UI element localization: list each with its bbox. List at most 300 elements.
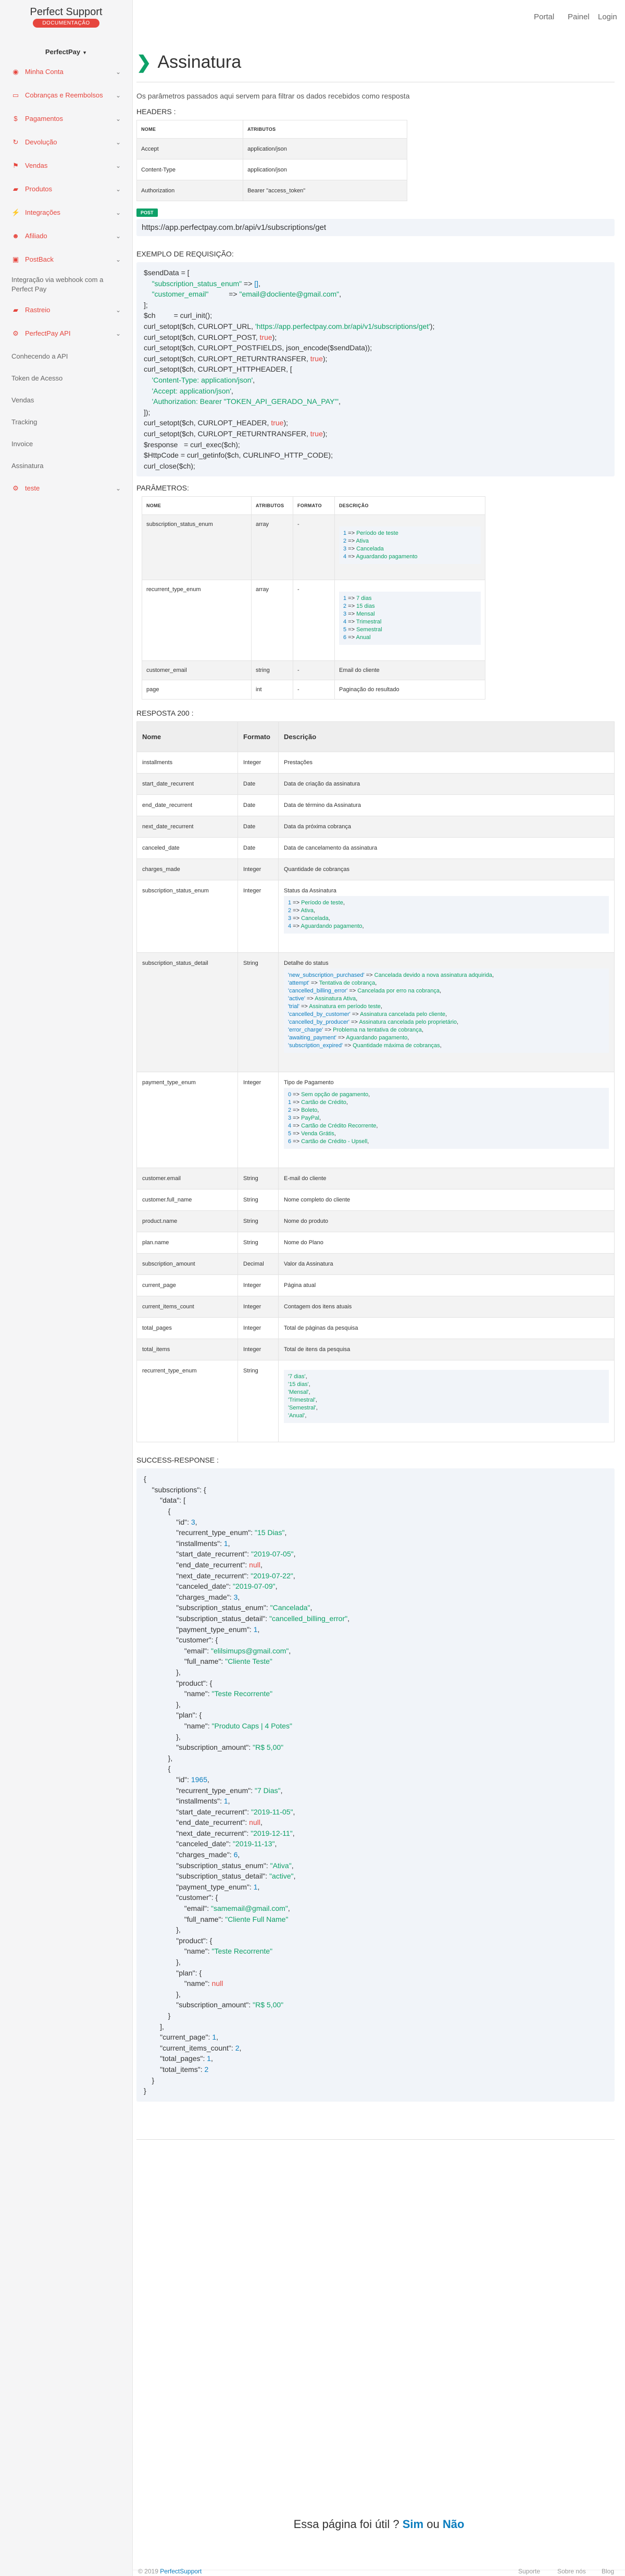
- table-cell: total_items: [137, 1339, 238, 1360]
- enum-sep: ,: [440, 1042, 442, 1049]
- table-cell: [279, 816, 615, 838]
- table-row: [137, 752, 615, 774]
- table-cell: [279, 1232, 615, 1254]
- enum-arrow: =>: [291, 923, 301, 930]
- table-cell: customer_email: [142, 661, 252, 680]
- enum-sep: ,: [328, 915, 330, 922]
- enum-sep: ,: [367, 1138, 369, 1145]
- enum-key: 'cancelled_by_customer': [288, 1011, 351, 1018]
- page-title: Assinatura: [157, 52, 242, 72]
- plug-icon: ⚡: [11, 208, 20, 216]
- truck-icon: ▰: [13, 305, 18, 314]
- sidebar-item-label: Produtos: [25, 185, 53, 193]
- table-cell: start_date_recurrent: [137, 774, 238, 795]
- table-row: [137, 1254, 615, 1275]
- table-row: [137, 1318, 615, 1339]
- enum-arrow: =>: [346, 619, 356, 625]
- enum-value: 'Trimestral': [288, 1397, 316, 1404]
- table-row: [137, 1168, 615, 1189]
- enum-item: [288, 1026, 605, 1034]
- enum-key: 1: [343, 530, 347, 537]
- sidebar-item-0[interactable]: [0, 60, 132, 83]
- table-cell: String: [238, 1189, 279, 1211]
- sidebar-menu: [0, 60, 132, 500]
- table-cell: [335, 580, 485, 661]
- table-cell: String: [238, 1232, 279, 1254]
- enum-item: [288, 1107, 605, 1114]
- sidebar-item-label: teste: [25, 484, 40, 492]
- enum-sep: ,: [445, 1011, 447, 1018]
- enum-value: 'Mensal': [288, 1389, 309, 1396]
- table-cell: [279, 752, 615, 774]
- sidebar-item-5[interactable]: [0, 177, 132, 201]
- sidebar-item-17[interactable]: [0, 455, 132, 476]
- enum-value: Cancelada por erro na cobrança: [357, 988, 440, 995]
- table-cell: Integer: [238, 859, 279, 880]
- brand[interactable]: [0, 0, 132, 32]
- success-label: SUCCESS-RESPONSE :: [136, 1456, 219, 1465]
- enum-key: 0: [288, 1091, 292, 1098]
- sidebar-item-16[interactable]: [0, 433, 132, 455]
- enum-item: [343, 603, 477, 610]
- enum-item: [288, 1019, 605, 1026]
- table-cell: Date: [238, 795, 279, 816]
- footer-copyright: [138, 2568, 202, 2575]
- sidebar-item-label: Integração via webhook com a Perfect Pay: [11, 276, 104, 293]
- sidebar-item-1[interactable]: [0, 83, 132, 107]
- enum-value: Assinatura em período teste: [309, 1003, 381, 1010]
- table-cell: Date: [238, 774, 279, 795]
- table-cell: [279, 1296, 615, 1318]
- enum-sep: ,: [316, 1405, 318, 1412]
- enum-value: 'Semestral': [288, 1405, 316, 1412]
- table-cell: page: [142, 680, 252, 700]
- table-row: [137, 859, 615, 880]
- chevron-down-icon: ⌄: [115, 484, 121, 492]
- enum-arrow: =>: [291, 915, 302, 922]
- enum-item: [288, 907, 605, 915]
- column-header: DESCRIÇÃO: [335, 497, 485, 515]
- resp-desc: Data da próxima cobrança: [284, 824, 352, 830]
- enum-value: Mensal: [356, 611, 375, 618]
- table-cell: Date: [238, 816, 279, 838]
- enum-sep: ,: [421, 1027, 423, 1034]
- enum-value: Venda Grátis: [301, 1131, 334, 1137]
- nav-painel[interactable]: Painel: [568, 13, 590, 21]
- enum-key: 'subscription_expired': [288, 1042, 343, 1049]
- table-cell: recurrent_type_enum: [142, 580, 252, 661]
- table-row: [137, 1211, 615, 1232]
- params-label: PARÂMETROS:: [136, 484, 189, 493]
- enum-key: 'attempt': [288, 980, 309, 987]
- table-cell: string: [252, 661, 293, 680]
- enum-arrow: =>: [305, 996, 315, 1002]
- enum-arrow: =>: [346, 530, 357, 537]
- enum-value: Tentativa de cobrança: [319, 980, 376, 987]
- resp-desc: Data de cancelamento da assinatura: [284, 845, 378, 852]
- enum-item: [343, 595, 477, 603]
- resp-desc: Total de itens da pesquisa: [284, 1346, 351, 1353]
- table-cell: application/json: [243, 160, 407, 180]
- enum-key: 1: [288, 900, 292, 906]
- feedback-no[interactable]: Não: [442, 2518, 465, 2531]
- enum-value: 7 dias: [356, 595, 372, 602]
- enum-sep: ,: [305, 1413, 307, 1419]
- sidebar-item-7[interactable]: [0, 224, 132, 248]
- success-response-code: { "subscriptions": { "data": [ { "id": 3, "recurrent_type_enum": "15 Dias", "installments": 1, "start_date_recurrent": "2019-07-05", "end_date_recurrent": null, "next_date_recurrent": "2019-07-22", "canceled_date": "2019-07-09", "charges_made": 3, "subscription_status_enum": "Cancelada", "subscription_status_detail": "cancelled_billing_error", "payment_type_enum": 1, "customer": { "email": "elilsimups@gmail.com", "full_name": "Cliente Teste" }, "product": { "name": "Teste Recorrente" }, "plan": { "name": "Produto Caps | 4 Potes" }, "subscription_amount": "R$ 5,00" }, { "id": 1965, "recurrent_type_enum": "7 Dias", "installments": 1, "start_date_recurrent": "2019-11-05", "end_date_recurrent": null, "next_date_recurrent": "2019-12-11", "canceled_date": "2019-11-13", "charges_made": 6, "subscription_status_enum": "Ativa", "subscription_status_detail": "active", "payment_type_enum": 1, "customer": { "email": "samemail@gmail.com", "full_name": "Cliente Full Name" }, "product": { "name": "Teste Recorrente" }, "plan": { "name": null }, "subscription_amount": "R$ 5,00" } ], "current_page": 1, "current_items_count": 2, "total_pages": 1, "total_items": 2 } }: [136, 1468, 615, 2101]
- headers-label: HEADERS :: [136, 107, 176, 116]
- enum-key: 5: [343, 627, 347, 633]
- sidebar-item-label: Cobranças e Reembolsos: [25, 91, 103, 99]
- enum-sep: ,: [305, 1373, 307, 1380]
- enum-value: Período de teste: [356, 530, 398, 537]
- page-header: [136, 52, 615, 82]
- table-row: [137, 816, 615, 838]
- enum-sep: ,: [334, 1131, 336, 1137]
- footer-link-blog[interactable]: Blog: [602, 2568, 615, 2575]
- table-row: [137, 774, 615, 795]
- sidebar-item-label: Vendas: [11, 396, 34, 404]
- enum-item: [288, 987, 605, 995]
- enum-value: PayPal: [301, 1115, 319, 1122]
- column-header: NOME: [142, 497, 252, 515]
- resp-desc: Detalhe do status: [284, 960, 329, 967]
- table-cell: [279, 1072, 615, 1168]
- sidebar-item-label: Rastreio: [25, 306, 51, 314]
- table-row: [142, 680, 485, 700]
- table-cell: customer.email: [137, 1168, 238, 1189]
- enum-key: 2: [288, 1107, 292, 1114]
- enum-value: Cancelada: [356, 546, 384, 553]
- enum-list: [284, 968, 609, 1053]
- enum-item: [343, 610, 477, 618]
- enum-arrow: =>: [291, 1091, 302, 1098]
- resp-desc: Valor da Assinatura: [284, 1261, 333, 1268]
- gear-icon: ⚙: [12, 484, 19, 492]
- enum-arrow: =>: [299, 1003, 309, 1010]
- sidebar-item-12[interactable]: [0, 345, 132, 367]
- enum-value: '15 dias': [288, 1381, 309, 1388]
- table-cell: next_date_recurrent: [137, 816, 238, 838]
- enum-list: [284, 1088, 609, 1149]
- api-icon: ⚙: [12, 329, 19, 337]
- enum-item: [288, 1091, 605, 1099]
- enum-sep: ,: [440, 988, 442, 995]
- enum-arrow: =>: [346, 634, 356, 641]
- enum-item: [288, 915, 605, 923]
- table-cell: [279, 1211, 615, 1232]
- method-badge: POST: [136, 208, 158, 217]
- enum-value: Trimestral: [356, 619, 382, 625]
- table-cell: application/json: [243, 139, 407, 160]
- enum-key: 4: [288, 1123, 292, 1130]
- dollar-circle-icon: $: [14, 115, 18, 122]
- enum-key: 1: [343, 595, 347, 602]
- example-label: EXEMPLO DE REQUISIÇÃO:: [136, 250, 234, 258]
- enum-key: 6: [343, 634, 347, 641]
- table-cell: installments: [137, 752, 238, 774]
- enum-item: [288, 1042, 605, 1050]
- enum-item: [288, 1122, 605, 1130]
- table-cell: [279, 774, 615, 795]
- table-cell: Integer: [238, 1296, 279, 1318]
- column-header: ATRIBUTOS: [243, 120, 407, 139]
- enum-item: [288, 1034, 605, 1042]
- table-cell: Authorization: [137, 180, 243, 201]
- page-intro: Os parâmetros passados aqui servem para filtrar os dados recebidos como resposta: [136, 92, 410, 100]
- table-row: [137, 1189, 615, 1211]
- enum-sep: ,: [319, 1115, 321, 1122]
- sidebar-item-10[interactable]: [0, 298, 132, 322]
- table-cell: array: [252, 580, 293, 661]
- table-row: [137, 953, 615, 1072]
- resp-desc: Página atual: [284, 1282, 316, 1289]
- table-cell: Integer: [238, 752, 279, 774]
- table-cell: int: [252, 680, 293, 700]
- resp-desc: Quantidade de cobranças: [284, 866, 349, 873]
- product-select[interactable]: [0, 48, 132, 56]
- enum-key: 3: [288, 915, 292, 922]
- enum-item: [288, 1138, 605, 1146]
- table-row: [142, 580, 485, 661]
- enum-item: [288, 1381, 605, 1389]
- table-cell: Date: [238, 838, 279, 859]
- sidebar-item-11[interactable]: [0, 322, 132, 345]
- table-cell: [335, 661, 485, 680]
- enum-list: [284, 1370, 609, 1423]
- table-cell: String: [238, 1168, 279, 1189]
- enum-arrow: =>: [346, 538, 356, 545]
- sidebar-item-label: Invoice: [11, 439, 33, 448]
- sidebar: [0, 0, 133, 2576]
- enum-item: [288, 995, 605, 1003]
- main-content: [136, 52, 615, 2140]
- sidebar-item-label: Devolução: [25, 138, 57, 146]
- table-cell: customer.full_name: [137, 1189, 238, 1211]
- enum-item: [288, 899, 605, 907]
- brand-badge: DOCUMENTAÇÃO: [33, 19, 99, 28]
- table-cell: canceled_date: [137, 838, 238, 859]
- enum-value: Período de teste: [301, 900, 343, 906]
- enum-item: [288, 1003, 605, 1011]
- resp-desc: Nome completo do cliente: [284, 1197, 351, 1204]
- enum-sep: ,: [492, 972, 494, 979]
- footer-link-suporte[interactable]: Suporte: [518, 2568, 541, 2575]
- table-cell: [335, 515, 485, 580]
- table-cell: plan.name: [137, 1232, 238, 1254]
- resp-desc: Tipo de Pagamento: [284, 1080, 334, 1086]
- sidebar-item-label: Afiliado: [25, 232, 47, 240]
- enum-arrow: =>: [291, 1138, 302, 1145]
- top-nav: [133, 0, 625, 32]
- enum-sep: ,: [343, 900, 345, 906]
- enum-key: 2: [288, 907, 292, 914]
- sidebar-item-label: Vendas: [25, 162, 48, 169]
- copyright-text: © 2019: [138, 2568, 158, 2575]
- sidebar-item-label: Conhecendo a API: [11, 352, 68, 360]
- table-cell: product.name: [137, 1211, 238, 1232]
- enum-value: Ativa: [356, 538, 369, 545]
- table-cell: array: [252, 515, 293, 580]
- sidebar-item-15[interactable]: [0, 411, 132, 433]
- enum-arrow: =>: [346, 546, 357, 553]
- headers-table: [136, 120, 407, 201]
- table-cell: [279, 1318, 615, 1339]
- chevron-down-icon: ⌄: [115, 232, 121, 240]
- sidebar-item-3[interactable]: [0, 130, 132, 154]
- enum-sep: ,: [308, 1389, 310, 1396]
- enum-key: 4: [343, 619, 347, 625]
- enum-key: 5: [288, 1131, 292, 1137]
- table-row: [142, 661, 485, 680]
- enum-item: [343, 618, 477, 626]
- table-row: [137, 139, 407, 160]
- resp-desc: Total de páginas da pesquisa: [284, 1325, 358, 1332]
- table-cell: -: [293, 661, 335, 680]
- sidebar-item-4[interactable]: [0, 154, 132, 177]
- enum-sep: ,: [457, 1019, 459, 1026]
- sidebar-item-label: Minha Conta: [25, 68, 64, 76]
- enum-arrow: =>: [291, 900, 302, 906]
- sidebar-item-14[interactable]: [0, 389, 132, 411]
- enum-item: [288, 1130, 605, 1138]
- table-cell: Integer: [238, 880, 279, 953]
- enum-arrow: =>: [343, 1042, 353, 1049]
- enum-key: 4: [343, 554, 347, 560]
- enum-item: [288, 972, 605, 979]
- sidebar-item-label: Assinatura: [11, 461, 44, 470]
- table-cell: String: [238, 1360, 279, 1442]
- table-row: [137, 838, 615, 859]
- people-icon: ☻: [12, 232, 19, 240]
- enum-value: Semestral: [356, 627, 382, 633]
- enum-value: Sem opção de pagamento: [301, 1091, 369, 1098]
- column-header: FORMATO: [293, 497, 335, 515]
- enum-item: [288, 1011, 605, 1019]
- enum-value: Cartão de Crédito - Upsell: [301, 1138, 368, 1145]
- table-cell: subscription_status_enum: [142, 515, 252, 580]
- enum-arrow: =>: [291, 1123, 302, 1130]
- enum-arrow: =>: [346, 595, 357, 602]
- table-cell: Content-Type: [137, 160, 243, 180]
- resp-desc: Nome do produto: [284, 1218, 328, 1225]
- enum-key: 'active': [288, 996, 305, 1002]
- enum-list: [339, 526, 481, 564]
- sidebar-item-8[interactable]: [0, 248, 132, 271]
- request-example-code: $sendData = [ "subscription_status_enum" => [], "customer_email" => "email@docliente@gmail.com", ]; $ch = curl_init(); curl_setopt($ch, CURLOPT_URL, 'https://app.perfectpay.com.br/api/v1/subscriptions/get'); curl_setopt($ch, CURLOPT_POST, true); curl_setopt($ch, CURLOPT_POSTFIELDS, json_encode($sendData)); curl_setopt($ch, CURLOPT_RETURNTRANSFER, true); curl_setopt($ch, CURLOPT_HTTPHEADER, [ 'Content-Type: application/json', 'Accept: application/json', 'Authorization: Bearer "TOKEN_API_GERADO_NA_PAY"', ]); curl_setopt($ch, CURLOPT_HEADER, true); curl_setopt($ch, CURLOPT_RETURNTRANSFER, true); $response = curl_exec($ch); $HttpCode = curl_getinfo($ch, CURLINFO_HTTP_CODE); curl_close($ch);: [136, 262, 615, 476]
- chevron-down-icon: ⌄: [115, 115, 121, 122]
- nav-login[interactable]: Login: [598, 13, 617, 21]
- user-circle-icon: ◉: [12, 67, 19, 76]
- brand-title: Perfect Support: [30, 6, 103, 18]
- table-cell: [279, 1275, 615, 1296]
- enum-sep: ,: [346, 1099, 348, 1106]
- resp-desc: Nome do Plano: [284, 1240, 323, 1246]
- table-cell: subscription_status_detail: [137, 953, 238, 1072]
- sidebar-item-6[interactable]: [0, 201, 132, 224]
- enum-arrow: =>: [291, 907, 301, 914]
- table-cell: [279, 1254, 615, 1275]
- enum-arrow: =>: [346, 611, 357, 618]
- enum-item: [343, 634, 477, 642]
- enum-arrow: =>: [346, 603, 357, 610]
- window-icon: ▣: [12, 255, 19, 263]
- table-cell: String: [238, 953, 279, 1072]
- enum-list: [284, 896, 609, 934]
- table-cell: Accept: [137, 139, 243, 160]
- enum-item: [288, 1099, 605, 1107]
- enum-key: 3: [343, 546, 347, 553]
- table-cell: [335, 680, 485, 700]
- feedback-yes[interactable]: Sim: [402, 2518, 424, 2531]
- table-cell: Integer: [238, 1275, 279, 1296]
- sidebar-item-18[interactable]: [0, 476, 132, 500]
- enum-value: Cartão de Crédito: [301, 1099, 346, 1106]
- table-cell: charges_made: [137, 859, 238, 880]
- enum-value: Aguardando pagamento: [301, 923, 362, 930]
- enum-sep: ,: [317, 1107, 319, 1114]
- product-select-label: PerfectPay: [45, 48, 81, 56]
- footer-link-sobre[interactable]: Sobre nós: [557, 2568, 586, 2575]
- enum-sep: ,: [368, 1091, 370, 1098]
- table-cell: [279, 953, 615, 1072]
- table-cell: [279, 838, 615, 859]
- sidebar-item-label: Tracking: [11, 418, 38, 426]
- chevron-down-icon: ⌄: [115, 255, 121, 263]
- sidebar-item-13[interactable]: [0, 367, 132, 389]
- sidebar-item-9[interactable]: [0, 271, 132, 298]
- feedback: [133, 2518, 625, 2531]
- sidebar-item-2[interactable]: [0, 107, 132, 130]
- enum-sep: ,: [315, 1397, 317, 1404]
- response-table: [136, 721, 615, 1442]
- sidebar-item-label: PerfectPay API: [25, 329, 71, 337]
- enum-arrow: =>: [336, 1035, 346, 1041]
- resp-desc: Status da Assinatura: [284, 888, 336, 894]
- enum-sep: ,: [362, 923, 364, 930]
- enum-value: Cancelada: [301, 915, 329, 922]
- enum-value: '7 dias': [288, 1373, 306, 1380]
- copyright-link[interactable]: PerfectSupport: [160, 2568, 202, 2575]
- enum-key: 'error_charge': [288, 1027, 323, 1034]
- params-table: [142, 496, 485, 700]
- enum-arrow: =>: [291, 1107, 302, 1114]
- table-row: [137, 1360, 615, 1442]
- enum-value: Quantidade máxima de cobranças: [353, 1042, 440, 1049]
- enum-arrow: =>: [346, 554, 356, 560]
- enum-key: 4: [288, 923, 292, 930]
- enum-item: [343, 545, 477, 553]
- table-row: [137, 1275, 615, 1296]
- table-cell: end_date_recurrent: [137, 795, 238, 816]
- table-cell: [279, 1189, 615, 1211]
- table-cell: [279, 859, 615, 880]
- caret-down-icon: ▼: [82, 50, 88, 55]
- nav-portal[interactable]: Portal: [534, 13, 555, 21]
- resp-desc: E-mail do cliente: [284, 1175, 327, 1182]
- enum-sep: ,: [376, 1123, 378, 1130]
- table-cell: [279, 795, 615, 816]
- table-row: [142, 515, 485, 580]
- table-cell: [279, 880, 615, 953]
- enum-item: [288, 979, 605, 987]
- enum-value: Aguardando pagamento: [356, 554, 418, 560]
- enum-arrow: =>: [291, 1115, 302, 1122]
- param-desc: Email do cliente: [339, 667, 380, 674]
- tag-icon: ⚑: [12, 161, 19, 169]
- enum-key: 'cancelled_by_producer': [288, 1019, 349, 1026]
- table-cell: current_items_count: [137, 1296, 238, 1318]
